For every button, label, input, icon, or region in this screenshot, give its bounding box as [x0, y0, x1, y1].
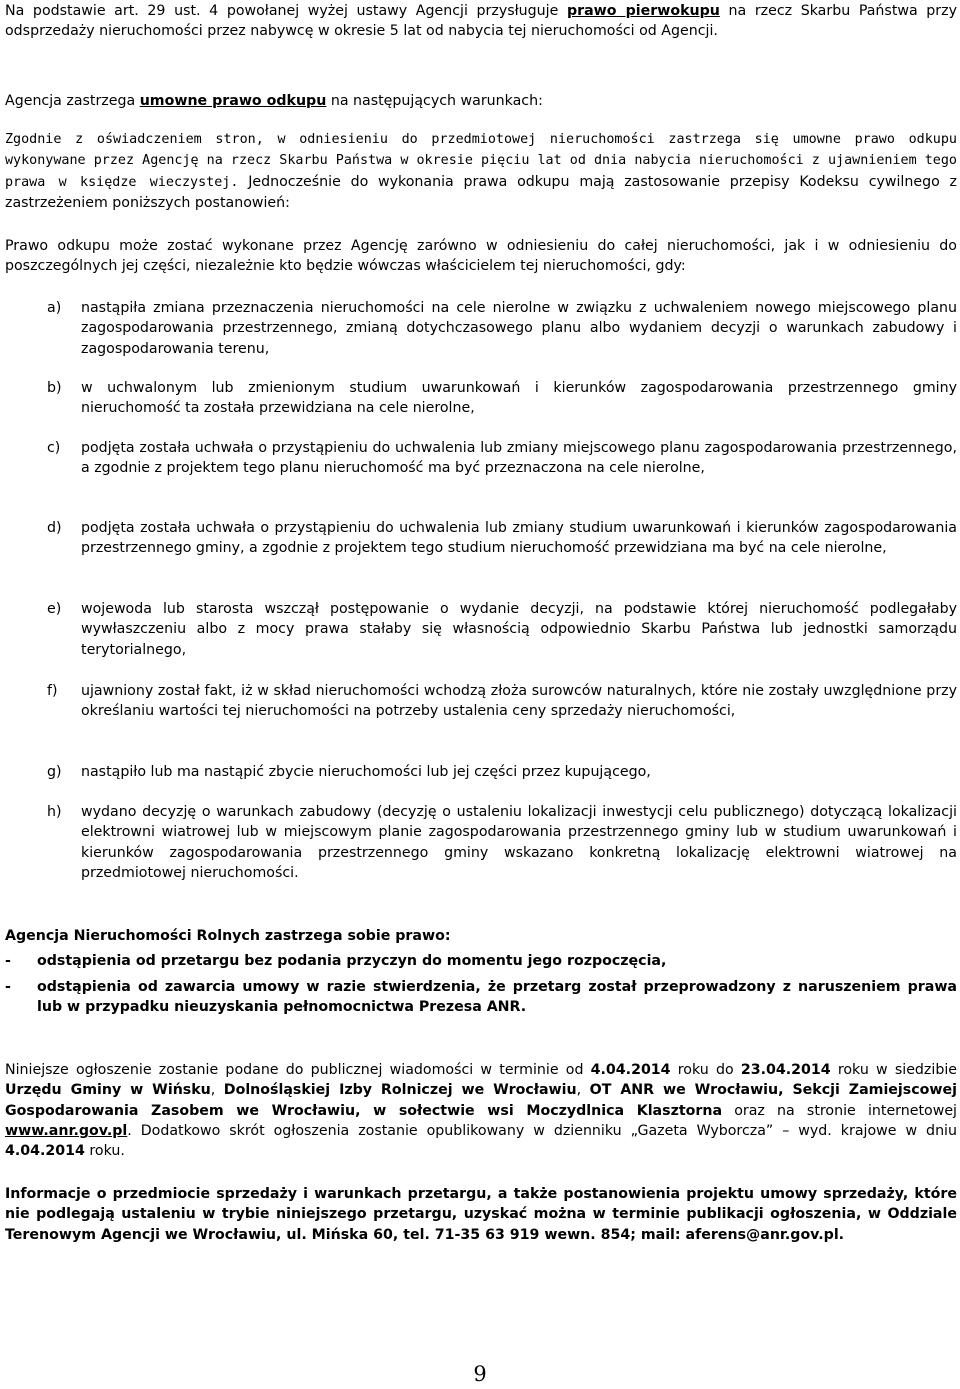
- website-link[interactable]: www.anr.gov.pl: [5, 1122, 128, 1139]
- list-item: b) w uchwalonym lub zmienionym studium uwarunkowań i kierunków zagospodarowania przestrzennego gminy nieruchomość ta została przewidziana na cele nierolne,: [47, 380, 957, 417]
- rights-list-item: - odstąpienia od zawarcia umowy w razie stwierdzenia, że przetarg został przeprowadzony z naruszeniem prawa lub w przypadku nieuzyskania pełnomocnictwa Prezesa ANR.: [5, 979, 957, 1016]
- right-of-preemption: prawo pierwokupu: [566, 3, 720, 19]
- list-item: d) podjęta została uchwała o przystąpieniu do uchwalenia lub zmiany studium uwarunkowań i kierunków zagospodarowania przestrzennego gminy, a zgodnie z projektem tego studium nieruchomość przewidziana ma być na cele nierolne,: [47, 520, 957, 557]
- page-number: 9: [473, 1362, 487, 1386]
- office-name: Urzędu Gminy w Wińsku: [5, 1082, 211, 1099]
- contractual-buyback-right: umowne prawo odkupu: [139, 93, 327, 109]
- rights-list-item: - odstąpienia od przetargu bez podania przyczyn do momentu jego rozpoczęcia,: [5, 953, 667, 969]
- rights-heading: Agencja Nieruchomości Rolnych zastrzega sobie prawo:: [5, 928, 451, 944]
- date-to: 23.04.2014: [740, 1062, 831, 1078]
- list-item: f) ujawniony został fakt, iż w skład nieruchomości wchodzą złoża surowców naturalnych, które nie zostały uwzględnione przy określaniu wartości tej nieruchomości na potrzeby ustalenia ceny sprzedaży nieruchomości,: [47, 683, 957, 720]
- announcement-paragraph: Niniejsze ogłoszenie zostanie podane do publicznej wiadomości w terminie od 4.04.2014 roku do 23.04.2014 roku w siedzibie Urzędu Gminy w Wińsku, Dolnośląskiej Izby Rolniczej we Wrocławiu, OT ANR we Wrocławiu, Sekcji Zamiejscowej Gospodarowania Zasobem we Wrocławiu, w sołectwie wsi Moczydlnica Klasztorna oraz na stronie internetowej www.anr.gov.pl. Dodatkowo skrót ogłoszenia zostanie opublikowany w dzienniku „Gazeta Wyborcza” – wyd. krajowe w dniu 4.04.2014 roku.: [5, 1062, 957, 1160]
- list-item: a) nastąpiła zmiana przeznaczenia nieruchomości na cele nierolne w związku z uchwaleniem nowego miejscowego planu zagospodarowania przestrzennego, zmianą dotychczasowego planu albo wydaniem decyzji o warunkach zabudowy i zagospodarowania terenu,: [47, 300, 957, 357]
- conditions-paragraph: Prawo odkupu może zostać wykonane przez Agencję zarówno w odniesieniu do całej nieruchomości, jak i w odniesieniu do poszczególnych jej części, niezależnie kto będzie wówczas właścicielem tej nieruchomości, gdy:: [5, 238, 957, 275]
- chamber-name: Dolnośląskiej Izby Rolniczej we Wrocławiu: [223, 1082, 577, 1099]
- list-item: g) nastąpiło lub ma nastąpić zbycie nieruchomości lub jej części przez kupującego,: [47, 764, 651, 780]
- date-from: 4.04.2014: [590, 1062, 671, 1078]
- anr-section-name: OT ANR we Wrocławiu, Sekcji Zamiejscowej Gospodarowania Zasobem we Wrocławiu, w sołectwie wsi Moczydlnica Klasztorna: [5, 1082, 957, 1119]
- list-item: e) wojewoda lub starosta wszczął postępowanie o wydanie decyzji, na podstawie której nieruchomość podlegałaby wywłaszczeniu albo z mocy prawa stałaby się własnością odpowiednio Skarbu Państwa lub jednostki samorządu terytorialnego,: [47, 601, 957, 658]
- publication-date: 4.04.2014: [5, 1143, 85, 1160]
- agreement-paragraph: Zgodnie z oświadczeniem stron, w odniesieniu do przedmiotowej nieruchomości zastrzega się umowne prawo odkupu wykonywane przez Agencję na rzecz Skarbu Państwa w okresie pięciu lat od dnia nabycia nieruchomości z ujawnieniem tego prawa w księdze wieczystej. Jednocześnie do wykonania prawa odkupu mają zastosowanie przepisy Kodeksu cywilnego z zastrzeżeniem poniższych postanowień:: [5, 132, 957, 211]
- list-item: c) podjęta została uchwała o przystąpieniu do uchwalenia lub zmiany miejscowego planu zagospodarowania przestrzennego, a zgodnie z projektem tego planu nieruchomość ma być przeznaczona na cele nierolne,: [47, 440, 957, 477]
- info-paragraph: Informacje o przedmiocie sprzedaży i warunkach przetargu, a także postanowienia projektu umowy sprzedaży, które nie podlegają ustaleniu w trybie niniejszego przetargu, uzyskać można w terminie publikacji ogłoszenia, w Oddziale Terenowym Agencji we Wrocławiu, ul. Mińska 60, tel. 71-35 63 919 wewn. 854; mail: aferens@anr.gov.pl.: [5, 1186, 957, 1243]
- agreement-text-mono: Zgodnie z oświadczeniem stron, w odniesieniu do przedmiotowej nieruchomości zastrzega się umowne prawo odkupu wykonywane przez Agencję na rzecz Skarbu Państwa w okresie pięciu lat od dnia nabycia nieruchomości z ujawnieniem tego prawa w księdze wieczystej.: [5, 132, 957, 190]
- intro-paragraph: Na podstawie art. 29 ust. 4 powołanej wyżej ustawy Agencji przysługuje prawo pierwokupu na rzecz Skarbu Państwa przy odsprzedaży nieruchomości przez nabywcę w okresie 5 lat od nabycia tej nieruchomości od Agencji.: [5, 3, 957, 40]
- reserve-paragraph: Agencja zastrzega umowne prawo odkupu na następujących warunkach:: [5, 93, 543, 109]
- list-item: h) wydano decyzję o warunkach zabudowy (decyzję o ustaleniu lokalizacji inwestycji celu publicznego) dotyczącą lokalizacji elektrowni wiatrowej lub w miejscowym planie zagospodarowania przestrzennego gminy lub w studium uwarunkowań i kierunków zagospodarowania przestrzennego gminy wskazano konkretną lokalizację elektrowni wiatrowej na przedmiotowej nieruchomości.: [47, 804, 957, 881]
